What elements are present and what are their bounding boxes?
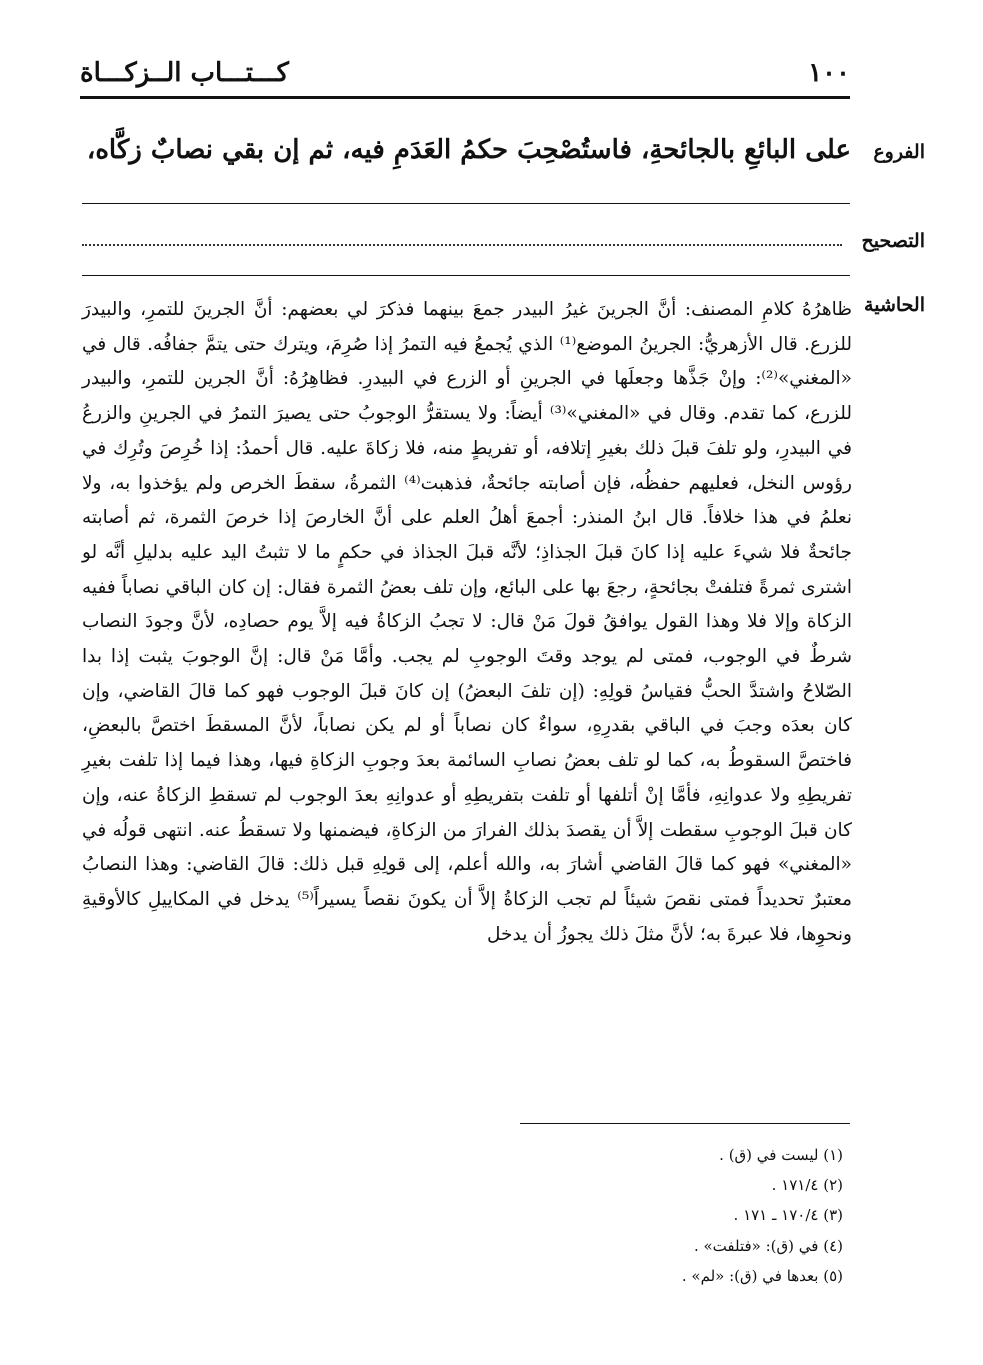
hashiya-body: ظاهرُهُ كلامِ المصنف: أنَّ الجرينَ غيرُ البيدر جمعَ بينهما فذكرَ لي بعضهم: أنَّ الجرينَ للتمرِ، والبيدرَ للزرع. قال الأزهريُّ: الجرينُ الموضع⁽¹⁾ الذي يُجمعُ فيه التمرُ إذا صُرِمَ، ويترك حتى يتمَّ جفافُه. قال في «المغني»⁽²⁾: وإنْ جَذَّها وجعلَها في الجرينِ أو الزرع في البيدرِ. فظاهِرُهُ: أنَّ الجرين للتمرِ، والبيدر للزرع، كما تقدم. وقال في «المغني»⁽³⁾ أيضاً: ولا يستقرُّ الوجوبُ حتى يصيرَ التمرُ في الجرينِ والزرعُ في البيدرِ، ولو تلفَ قبلَ ذلك بغيرِ إتلافه، أو تفريطٍ منه، فلا زكاةَ عليه. قال أحمدُ: إذا خُرِصَ وتُرِك في رؤوس النخل، فعليهم حفظُه، فإن أصابته جائحةٌ، فذهبت⁽⁴⁾ الثمرةُ، سقطَ الخرص ولم يؤخذوا به، ولا نعلمُ في هذا خلافاً. قال ابنُ المنذر: أجمعَ أهلُ العلم على أنَّ الخارصَ إذا خرصَ الثمرة، ثم أصابته جائحةٌ فلا شيءَ عليه إذا كانَ قبلَ الجذاذِ؛ لأنَّه قبلَ الجذاذ في حكمٍ ما لا تثبتُ اليد عليه بدليلِ أنَّه لو اشترى ثمرةً فتلفتْ بجائحةٍ، رجعَ بها على البائع، وإن تلف بعضُ الثمرة فقال: إن كان الباقي نصاباً ففيه الزكاة وإلا فلا وهذا القول يوافقُ قولَ مَنْ قال: لا تجبُ الزكاةُ فيه إلاَّ يوم حصادِه، لأنَّ وجودَ النصاب شرطٌ في الوجوب، فمتى لم يوجد وقتَ الوجوبِ لم يجب. وأمَّا مَنْ قال: إنَّ الوجوبَ يثبت إذا بدا الصّلاحُ واشتدَّ الحبُّ فقياسُ قولِهِ: (إن تلفَ البعضُ) إن كانَ قبلَ الوجوب فهو كما قالَ القاضي، وإن كان بعدَه وجبَ في الباقي بقدرِهِ، سواءٌ كان نصاباً أو لم يكن نصاباً، لأنَّ المسقطَ اختصَّ بالبعضِ، فاختصَّ السقوطُ به، كما لو تلف بعضُ نصابِ السائمة بعدَ وجوبِ الزكاةِ فيها، وهذا فيما إذا تلفت بغيرِ تفريطِهِ ولا عدوانِهِ، فأمَّا إنْ أتلفها أو تلفت بتفريطِهِ أو عدوانِهِ بعدَ الوجوب لم تسقطِ الزكاةُ عنه، وإن كان قبلَ الوجوبِ سقطت إلاَّ أن يقصدَ بذلك الفرارَ من الزكاةِ، فيضمنها ولا تسقطُ عنه. انتهى قولُه في «المغني» فهو كما قالَ القاضي أشارَ به، والله أعلم، إلى قولِهِ قبل ذلك: قالَ القاضي: وهذا النصابُ معتبرٌ تحديداً فمتى نقصَ شيئاً لم تجب الزكاةُ إلاَّ أن يكونَ نقصاً يسيراً⁽⁵⁾ يدخل في المكاييلِ كالأوقيةِ ونحوِها، فلا عبرةَ به؛ لأنَّ مثلَ ذلك يجوزُ أن يدخل	[82, 299, 852, 945]
footnote: (٥) بعدها في (ق): «لم» .	[681, 1266, 843, 1285]
header-rule	[80, 96, 850, 99]
furu-text: على البائعِ بالجائحةِ، فاستُصْحِبَ حكمُ العَدَمِ فيه، ثم إن بقي نصابٌ زكَّاه،	[86, 135, 851, 165]
footnote: (١) ليست في (ق) .	[719, 1146, 843, 1164]
label-tashih: التصحيح	[861, 230, 925, 252]
footnote-rule	[520, 1123, 850, 1124]
section-divider	[82, 203, 850, 204]
page-number: ١٠٠	[808, 58, 850, 88]
footnote: (٣) ١٧٠/٤ ـ ١٧١ .	[733, 1206, 843, 1225]
chapter-title: كـــتـــاب الــزكـــاة	[80, 58, 289, 88]
label-hashiya: الحاشية	[864, 294, 925, 316]
label-furu: الفروع	[873, 141, 925, 163]
running-header	[80, 58, 850, 98]
section-divider	[82, 275, 850, 276]
footnotes	[682, 1140, 843, 1291]
tashih-dotted-line	[82, 244, 842, 246]
footnote: (٢) ١٧١/٤ .	[771, 1176, 843, 1195]
footnote: (٤) في (ق): «فتلفت» .	[693, 1236, 843, 1255]
